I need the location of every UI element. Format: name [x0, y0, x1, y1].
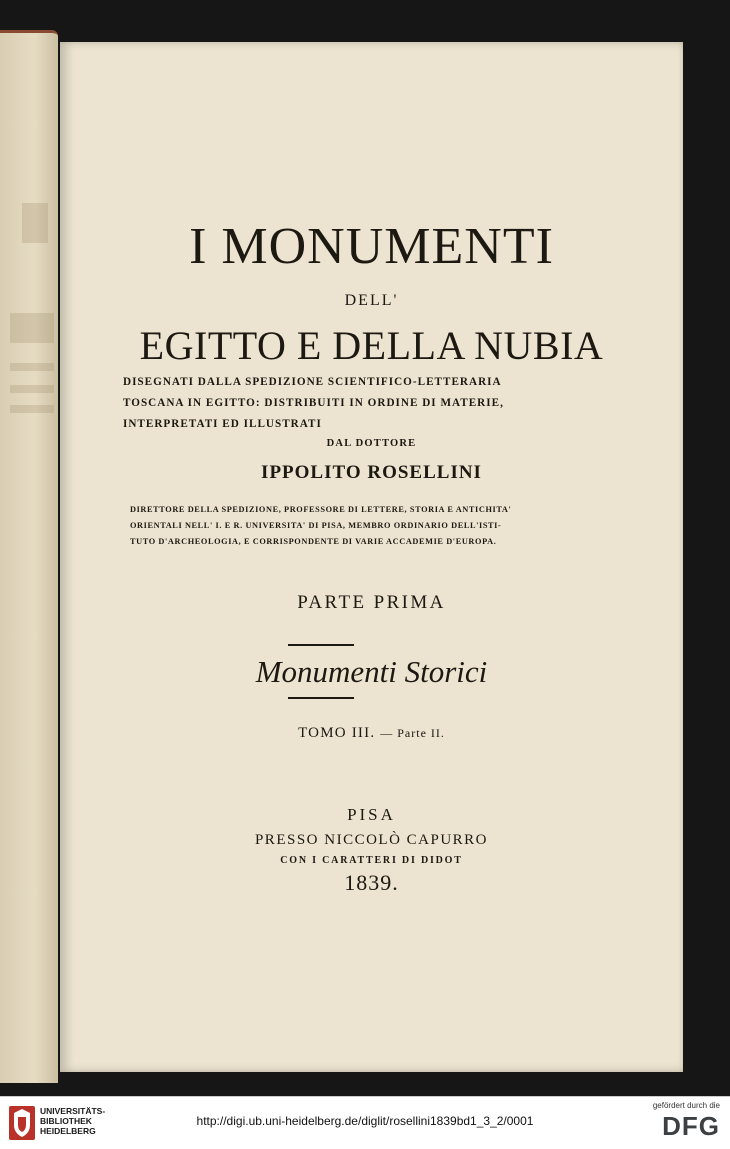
book-description [123, 372, 521, 435]
dfg-logo: DFG [662, 1111, 720, 1141]
credentials-line: ORIENTALI NELL' I. E R. UNIVERSITA' DI PISA, MEMBRO ORDINARIO DELL'ISTI- [130, 521, 502, 530]
imprint-year: 1839. [344, 870, 399, 895]
volume-part: — Parte II. [380, 726, 445, 740]
volume-info [60, 725, 683, 742]
divider-rule [288, 697, 354, 699]
credentials-line: DIRETTORE DELLA SPEDIZIONE, PROFESSORE DI LETTERE, STORIA E ANTICHITA' [130, 505, 512, 514]
volume-number: TOMO III. [298, 725, 376, 741]
book-title-connector: DELL' [344, 292, 399, 309]
funded-by-label: gefördert durch die [652, 1101, 720, 1110]
bleed-through-mark [10, 313, 54, 343]
imprint-printer: CON I CARATTERI DI DIDOT [280, 855, 463, 866]
viewer-footer [0, 1096, 730, 1149]
previous-page-edge [0, 30, 58, 1083]
description-line: INTERPRETATI ED ILLUSTRATI [123, 418, 322, 430]
book-title: I MONUMENTI [189, 218, 554, 275]
institution-line: HEIDELBERG [40, 1126, 96, 1136]
bleed-through-mark [10, 385, 54, 393]
book-title-continued: EGITTO E DELLA NUBIA [139, 323, 604, 368]
book-subtitle: Monumenti Storici [255, 654, 488, 689]
bleed-through-mark [10, 363, 54, 371]
imprint-publisher: PRESSO NICCOLÒ CAPURRO [254, 832, 489, 848]
bleed-through-mark [10, 405, 54, 413]
part-heading: PARTE PRIMA [297, 592, 446, 613]
institution-line: BIBLIOTHEK [40, 1116, 92, 1126]
imprint-city: PISA [347, 805, 396, 824]
bleed-through-mark [22, 203, 48, 243]
description-line: DISEGNATI DALLA SPEDIZIONE SCIENTIFICO-LETTERARIA [123, 376, 502, 388]
credentials-line: TUTO D'ARCHEOLOGIA, E CORRISPONDENTE DI VARIE ACCADEMIE D'EUROPA. [130, 537, 497, 546]
institution-line: UNIVERSITÄTS- [40, 1106, 106, 1116]
by-line: DAL DOTTORE [326, 438, 417, 449]
author-name: IPPOLITO ROSELLINI [261, 462, 482, 483]
divider-rule [288, 644, 354, 646]
author-credentials [130, 502, 610, 550]
description-line: TOSCANA IN EGITTO: DISTRIBUITI IN ORDINE DI MATERIE, [123, 397, 504, 409]
title-page [60, 42, 683, 1072]
permalink-url[interactable]: http://digi.ub.uni-heidelberg.de/diglit/rosellini1839bd1_3_2/0001 [196, 1114, 534, 1128]
